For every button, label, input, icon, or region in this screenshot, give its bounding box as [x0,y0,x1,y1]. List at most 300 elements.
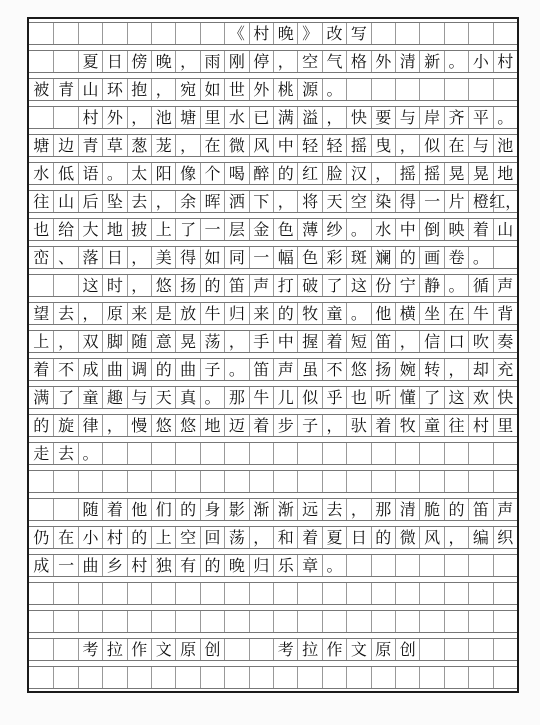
grid-cell: 远 [297,499,321,520]
grid-cell: 听 [371,387,395,408]
grid-cell [29,667,53,688]
grid-cell: 语 [78,163,102,184]
grid-cell [224,583,248,604]
grid-cell [371,23,395,44]
grid-cell [419,639,443,660]
grid-cell [102,471,126,492]
grid-cell: 环 [102,79,126,100]
grid-cell: 。 [200,387,224,408]
grid-cell [249,471,273,492]
grid-cell: 步 [273,415,297,436]
grid-cell: 去 [322,499,346,520]
grid-row [29,582,517,605]
grid-cell [419,443,443,464]
grid-cell: 的 [444,499,468,520]
grid-cell: 着 [371,415,395,436]
grid-cell: 童 [78,387,102,408]
grid-cell: 与 [468,135,492,156]
grid-cell: 斑 [346,247,370,268]
grid-cell: 轻 [322,135,346,156]
grid-cell: 与 [395,107,419,128]
grid-cell: 醉 [249,163,273,184]
grid-cell [127,23,151,44]
grid-cell: 那 [371,499,395,520]
grid-cell: 斓 [371,247,395,268]
grid-cell: 清 [395,51,419,72]
grid-cell: ， [249,527,273,548]
grid-cell: 声 [493,499,517,520]
grid-cell: 迈 [224,415,248,436]
grid-cell: 似 [297,387,321,408]
grid-cell [200,443,224,464]
grid-row [29,386,517,409]
grid-cell: ， [127,107,151,128]
grid-cell [493,23,517,44]
grid-cell: 。 [102,163,126,184]
grid-cell: 夏 [78,51,102,72]
grid-cell [346,443,370,464]
grid-cell: 调 [127,359,151,380]
grid-cell: 童 [322,303,346,324]
grid-cell: 塘 [175,107,199,128]
grid-cell: 。 [468,247,492,268]
grid-cell: ， [175,135,199,156]
grid-cell: 中 [395,219,419,240]
grid-cell: 坠 [102,191,126,212]
grid-cell [468,555,492,576]
grid-cell: 晚 [151,51,175,72]
grid-cell: 子 [297,415,321,436]
grid-cell: 婉 [395,359,419,380]
grid-cell [297,667,321,688]
grid-cell: 笛 [249,359,273,380]
grid-cell: 村 [468,415,492,436]
grid-cell: 个 [200,163,224,184]
grid-cell: 牛 [249,387,273,408]
grid-cell: 着 [468,219,492,240]
grid-cell [102,443,126,464]
grid-cell: 余 [175,191,199,212]
grid-paper [27,17,522,693]
grid-cell: 下 [249,191,273,212]
grid-row [29,666,517,689]
grid-cell [151,443,175,464]
grid-cell [444,23,468,44]
grid-cell: 不 [53,359,77,380]
grid-cell [346,583,370,604]
grid-cell: 短 [346,331,370,352]
grid-cell: 静 [419,275,443,296]
grid-cell: 得 [395,191,419,212]
grid-cell [395,79,419,100]
grid-cell: 世 [224,79,248,100]
grid-cell [175,667,199,688]
grid-row [29,470,517,493]
grid-cell: ， [371,163,395,184]
grid-cell [468,23,492,44]
grid-cell: 着 [33,359,50,379]
grid-cell: 渐 [249,499,273,520]
grid-cell [273,583,297,604]
grid-cell [371,555,395,576]
grid-cell: 喝 [224,163,248,184]
grid-cell: 微 [224,135,248,156]
grid-cell: 。 [444,275,468,296]
grid-cell: 写 [346,23,370,44]
grid-cell: 的 [200,275,224,296]
grid-cell [78,471,102,492]
grid-cell: ， [224,331,248,352]
grid-cell: 洒 [224,191,248,212]
grid-cell [53,499,77,520]
grid-cell: 放 [175,303,199,324]
grid-cell [53,611,77,632]
grid-cell [297,443,321,464]
grid-cell: 齐 [444,107,468,128]
grid-cell [127,443,151,464]
grid-cell: 快 [346,107,370,128]
grid-cell [151,667,175,688]
grid-cell: 晖 [200,191,224,212]
grid-row [29,526,517,549]
grid-cell [127,471,151,492]
grid-cell [395,555,419,576]
grid-cell [53,51,77,72]
grid-row [29,190,522,213]
grid-cell [29,107,53,128]
grid-cell [346,555,370,576]
grid-cell: 影 [224,499,248,520]
grid-cell: 那 [224,387,248,408]
grid-cell: 扬 [371,359,395,380]
grid-cell: 曳 [371,135,395,156]
grid-cell: 创 [395,639,419,660]
grid-cell [224,471,248,492]
grid-cell: 低 [53,163,77,184]
grid-cell: 虽 [297,359,321,380]
grid-cell [175,23,199,44]
grid-cell: 一 [249,247,273,268]
grid-cell: 摇 [346,135,370,156]
grid-cell: 考 [273,639,297,660]
grid-cell [29,471,53,492]
grid-cell [493,471,517,492]
grid-cell: 他 [371,303,395,324]
grid-cell: 池 [151,107,175,128]
grid-cell: 也 [346,387,370,408]
grid-cell: ， [151,79,175,100]
grid-cell: 荡 [200,331,224,352]
grid-cell [444,639,468,660]
grid-cell: 来 [127,303,151,324]
grid-cell: 草 [102,135,126,156]
grid-row [29,274,517,297]
grid-cell [419,79,443,100]
grid-cell [493,247,517,268]
grid-cell: 悠 [151,275,175,296]
grid-cell [371,667,395,688]
grid-cell [78,23,102,44]
grid-cell: 落 [78,247,102,268]
grid-cell: 着 [322,331,346,352]
grid-row [29,498,517,521]
grid-cell [273,667,297,688]
grid-cell: 地 [200,415,224,436]
grid-cell: 牧 [395,415,419,436]
grid-cell: 空 [297,51,321,72]
grid-cell: 的 [175,499,199,520]
grid-cell: 桃 [273,79,297,100]
grid-cell: 一 [53,555,77,576]
grid-cell: 律 [78,415,102,436]
grid-cell: 色 [273,219,297,240]
grid-cell [78,611,102,632]
grid-cell: 里 [200,107,224,128]
grid-cell: 懂 [395,387,419,408]
grid-cell: 中 [273,135,297,156]
grid-cell: 空 [175,527,199,548]
grid-cell [493,611,517,632]
grid-cell: 岸 [419,107,443,128]
grid-cell: 太 [127,163,151,184]
grid-cell: 画 [419,247,443,268]
grid-cell: 轻 [297,135,321,156]
grid-cell [297,611,321,632]
grid-cell: 牛 [200,303,224,324]
grid-cell: 笛 [224,275,248,296]
grid-cell: 他 [127,499,151,520]
grid-cell: 晃 [175,331,199,352]
grid-cell: 握 [297,331,321,352]
grid-cell: 声 [249,275,273,296]
grid-cell [468,443,492,464]
grid-row [29,554,517,577]
grid-cell: 满 [33,387,50,407]
grid-cell: 、 [53,247,77,268]
grid-cell [102,667,126,688]
grid-cell: 悠 [175,415,199,436]
grid-cell [322,667,346,688]
grid-cell: 吹 [468,331,492,352]
grid-cell: 脆 [419,499,443,520]
grid-cell: 摇 [395,163,419,184]
grid-cell: 汉 [346,163,370,184]
grid-cell [493,639,517,660]
grid-cell: 如 [200,247,224,268]
grid-cell: 荡 [224,527,248,548]
grid-cell [53,23,77,44]
grid-cell [151,583,175,604]
grid-cell: 同 [224,247,248,268]
grid-cell: 快 [493,387,517,408]
grid-cell: 。 [224,359,248,380]
grid-cell: 新 [419,51,443,72]
grid-cell [127,667,151,688]
grid-cell: ， [151,191,175,212]
grid-cell [322,611,346,632]
grid-cell [419,611,443,632]
grid-cell: 了 [322,275,346,296]
grid-cell [53,275,77,296]
grid-cell [419,583,443,604]
grid-row [29,134,517,157]
grid-cell: 随 [78,499,102,520]
grid-cell [395,611,419,632]
grid-cell: 层 [224,219,248,240]
grid-cell: 信 [419,331,443,352]
grid-cell: 》 [297,23,321,44]
grid-cell: 外 [249,79,273,100]
grid-cell [224,639,248,660]
grid-cell: 被 [33,79,50,99]
grid-cell [200,611,224,632]
grid-cell: 水 [224,107,248,128]
grid-cell [468,639,492,660]
grid-cell [224,611,248,632]
grid-cell [273,471,297,492]
grid-cell: 刚 [224,51,248,72]
grid-cell: 了 [419,387,443,408]
grid-cell: ， [127,275,151,296]
grid-cell [29,499,53,520]
grid-cell [346,667,370,688]
grid-cell [322,471,346,492]
grid-cell [127,611,151,632]
grid-cell: 有 [175,555,199,576]
grid-cell: 峦 [33,247,50,267]
grid-cell: 往 [33,191,50,211]
grid-cell: 小 [468,51,492,72]
grid-cell [127,583,151,604]
grid-cell [102,583,126,604]
grid-cell [468,583,492,604]
grid-cell [371,471,395,492]
grid-cell: 这 [78,275,102,296]
grid-cell [395,23,419,44]
grid-cell [151,611,175,632]
grid-cell [175,611,199,632]
grid-cell: 回 [200,527,224,548]
grid-cell [493,443,517,464]
grid-cell: 乎 [322,387,346,408]
grid-cell: 要 [371,107,395,128]
grid-cell: 充 [493,359,517,380]
grid-cell [493,79,517,100]
grid-cell: 《 [224,23,248,44]
grid-cell: 原 [371,639,395,660]
grid-cell [444,611,468,632]
grid-cell: 似 [419,135,443,156]
grid-cell [29,583,53,604]
grid-cell [53,471,77,492]
grid-cell [395,667,419,688]
grid-cell: ， [395,135,419,156]
grid-cell: 去 [53,303,77,324]
grid-cell: 这 [346,275,370,296]
grid-cell: 微 [395,527,419,548]
grid-cell [322,583,346,604]
grid-cell [346,79,370,100]
grid-cell [273,443,297,464]
grid-cell: 的 [273,303,297,324]
grid-cell: 的 [127,527,151,548]
grid-cell: 在 [53,527,77,548]
grid-cell: 子 [200,359,224,380]
grid-cell [444,667,468,688]
grid-cell [297,471,321,492]
grid-cell: 悠 [346,359,370,380]
grid-cell: 笛 [371,331,395,352]
grid-cell: 是 [151,303,175,324]
grid-row [29,50,517,73]
grid-cell [29,51,53,72]
grid-cell: 的 [395,247,419,268]
grid-cell: 源 [297,79,321,100]
grid-cell: ， [395,331,419,352]
grid-cell: 的 [371,527,395,548]
grid-cell: 趣 [102,387,126,408]
grid-cell: 曲 [175,359,199,380]
grid-cell: ， [444,359,468,380]
grid-cell [29,611,53,632]
grid-cell: 上 [33,331,50,351]
grid-cell: 慢 [127,415,151,436]
grid-cell: 后 [78,191,102,212]
grid-cell: 停 [249,51,273,72]
grid-row [29,302,517,325]
grid-cell: ， [127,247,151,268]
grid-cell [200,471,224,492]
grid-cell: 村 [102,527,126,548]
grid-cell [419,23,443,44]
grid-cell: 一 [200,219,224,240]
grid-cell [419,471,443,492]
grid-cell: 牛 [468,303,492,324]
grid-cell: 真 [175,387,199,408]
grid-row [29,330,517,353]
grid-cell: 也 [33,219,50,239]
grid-cell: 文 [151,639,175,660]
grid-cell: 将 [297,191,321,212]
grid-cell: 上 [151,527,175,548]
grid-cell: 扬 [175,275,199,296]
grid-cell: 了 [53,387,77,408]
grid-cell: 的 [33,415,50,435]
grid-cell: 乡 [102,555,126,576]
grid-cell: 风 [249,135,273,156]
grid-cell: 往 [444,415,468,436]
grid-cell [151,471,175,492]
grid-cell: 编 [468,527,492,548]
grid-cell: ， [102,415,126,436]
grid-cell: 晃 [444,163,468,184]
grid-cell [29,23,53,44]
grid-cell [151,23,175,44]
grid-cell: 。 [78,443,102,464]
grid-cell: 平 [468,107,492,128]
grid-cell [78,667,102,688]
grid-cell: 得 [175,247,199,268]
grid-cell: 茏 [151,135,175,156]
grid-cell: 的 [151,359,175,380]
grid-cell: 原 [175,639,199,660]
grid-cell: 拉 [297,639,321,660]
grid-cell: ， [175,51,199,72]
grid-cell: 倒 [419,219,443,240]
grid-cell: 披 [127,219,151,240]
grid-cell [395,583,419,604]
grid-cell: 归 [224,303,248,324]
